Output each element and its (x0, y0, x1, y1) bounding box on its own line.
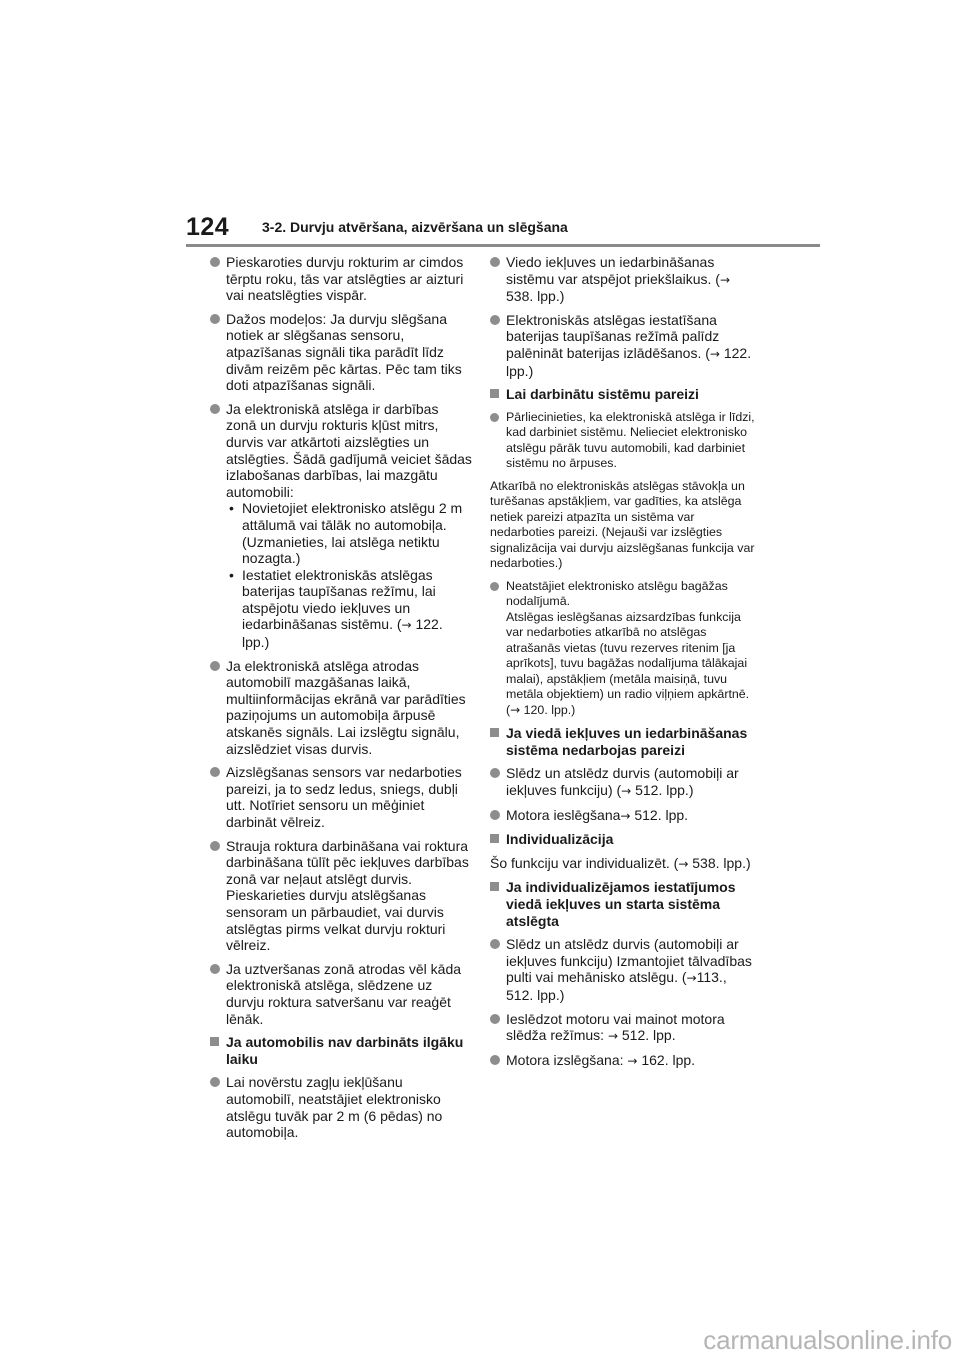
page-ref: 113., 512. lpp.) (506, 969, 727, 1003)
bullet-icon (490, 939, 500, 949)
item-text: Atslēgas ieslēgšanas aizsardzības funkcija var nedarboties atkarībā no atslēgas atrašanās vietas (tuvu rezerves ritenim [ja aprīkots], tuvu bagāžas nodalījuma tālākajai malai), apstākļiem (metāla maisiņā, tuvu metāla objektiem) un radio viļņiem apkārtnē. ( (506, 609, 750, 717)
left-column (210, 254, 472, 1148)
arrow-icon: → (401, 618, 412, 633)
square-bullet-icon (210, 1037, 219, 1046)
arrow-icon: → (719, 272, 731, 287)
bullet-icon (490, 1014, 500, 1024)
bullet-icon (490, 1055, 500, 1065)
arrow-icon: → (627, 1053, 638, 1068)
subsection-heading (490, 725, 756, 758)
page-ref: 512. lpp. (630, 806, 689, 823)
item-text: Neatstājiet elektronisko atslēgu bagāžas nodalījumā. (506, 578, 728, 609)
arrow-icon: → (620, 808, 631, 823)
page-ref: 122. lpp.) (506, 344, 752, 379)
subsection-heading (490, 879, 756, 929)
item-text: Ja elektroniskā atslēga atrodas automobilī mazgāšanas laikā, multiinformācijas ekrānā var parādīties paziņojums un automobiļa ārpusē atskanēs signāls. Lai izslēgtu signālu, aizslēdziet visas durvis. (226, 657, 466, 757)
item-text: Slēdz un atslēdz durvis (automobiļi ar iekļuves funkciju) ( (506, 765, 739, 799)
subsection-heading (210, 1034, 472, 1067)
arrow-icon: → (686, 971, 697, 986)
sub-item (226, 567, 472, 651)
list-item (490, 254, 756, 305)
bullet-icon (490, 768, 500, 778)
page-number: 124 (186, 213, 230, 241)
item-text: Ja uztveršanas zonā atrodas vēl kāda elektroniskā atslēga, slēdzene uz durvju roktura satveršanu var reaģēt lēnāk. (226, 960, 462, 1027)
bullet-icon (490, 582, 499, 591)
paragraph: Atkarībā no elektroniskās atslēgas stāvokļa un turēšanas apstākļiem, var gadīties, ka atslēga netiek pareizi atpazīta un sistēma var nedarboties pareizi. (Nejauši var izslēgties signalizācija vai durvju aizslēgšanas funkcija var nedarboties.) (490, 478, 755, 571)
list-item (490, 1052, 756, 1070)
item-text: Motora ieslēgšana (506, 806, 621, 823)
page-ref: 512. lpp.) (631, 782, 694, 799)
header-divider (186, 244, 820, 247)
section-title: 3-2. Durvju atvēršana, aizvēršana un slēgšana (262, 219, 568, 235)
arrow-icon: → (709, 346, 720, 361)
subsection-heading (490, 386, 756, 403)
list-item (210, 764, 472, 830)
page-ref: 120. lpp.) (520, 702, 576, 717)
list-item (490, 579, 756, 719)
page-ref: 512. lpp. (618, 1027, 676, 1044)
item-text: Aizslēgšanas sensors var nedarboties pareizi, ja to sedz ledus, sniegs, dubļi utt. Notīriet sensoru un mēģiniet darbināt vēlreiz. (226, 764, 462, 830)
list-item (490, 410, 756, 472)
heading-text: Individualizācija (506, 831, 614, 848)
list-item (210, 1074, 472, 1140)
item-text: Lai novērstu zagļu iekļūšanu automobilī, neatstājiet elektronisko atslēgu tuvāk par 2 m (6 pēdas) no automobiļa. (226, 1074, 443, 1141)
bullet-icon (210, 964, 220, 974)
item-text: Pārliecinieties, ka elektroniskā atslēga ir līdzi, kad darbiniet sistēmu. Nelieciet elektronisko atslēgu pārāk tuvu automobili, kad darbiniet sistēmu no ārpuses. (506, 409, 755, 471)
arrow-icon: → (621, 784, 632, 799)
list-item (210, 401, 472, 651)
bullet-icon (210, 257, 220, 267)
item-text: Slēdz un atslēdz durvis (automobiļi ar iekļuves funkciju) Izmantojiet tālvadības pulti vai mehānisko atslēgu. ( (506, 936, 752, 986)
bullet-icon (210, 404, 220, 414)
item-text: Motora izslēgšana: (506, 1051, 628, 1068)
heading-text: Lai darbinātu sistēmu pareizi (506, 386, 699, 403)
bullet-icon (490, 315, 500, 325)
subsection-heading (490, 831, 756, 848)
bullet-icon (490, 257, 500, 267)
item-text: Elektroniskās atslēgas iestatīšana baterijas taupīšanas režīmā palīdz palēnināt baterijas izlādēšanos. ( (506, 311, 720, 361)
square-bullet-icon (490, 834, 499, 843)
bullet-icon (210, 661, 220, 671)
list-item (490, 807, 756, 825)
item-text: Ja elektroniskā atslēga ir darbības zonā un durvju rokturis kļūst mitrs, durvis var atkārtoti aizslēgties un atslēgties. Šādā gadījumā veiciet šādas izlabošanas darbības, lai mazgātu automobili: (226, 400, 472, 500)
list-item (210, 254, 472, 304)
square-bullet-icon (490, 882, 499, 891)
item-text: Viedo iekļuves un iedarbināšanas sistēmu var atspējot priekšlaikus. ( (506, 254, 720, 287)
watermark: carmanualsonline.info (703, 1325, 952, 1355)
list-item (490, 765, 756, 799)
heading-text: Ja automobilis nav darbināts ilgāku laiku (226, 1034, 464, 1067)
page-ref: 538. lpp.) (688, 854, 751, 871)
bullet-icon (210, 767, 220, 777)
square-bullet-icon (490, 728, 499, 737)
page-ref: 162. lpp. (637, 1051, 696, 1068)
list-item (490, 312, 756, 379)
arrow-icon: → (607, 1029, 618, 1044)
bullet-icon (210, 841, 220, 851)
sub-bullet-icon: • (229, 566, 234, 583)
page-ref: 538. lpp.) (506, 288, 565, 305)
item-text: Dažos modeļos: Ja durvju slēgšana notiek ar slēgšanas sensoru, atpazīšanas signāli tika parādīt līdz divām reizēm pēc kārtas. Pēc tam tiks doti atpazīšanas signāli. (226, 310, 462, 394)
right-column (490, 254, 756, 1076)
bullet-icon (210, 314, 220, 324)
sub-item-text: Novietojiet elektronisko atslēgu 2 m attālumā vai tālāk no automobiļa. (Uzmanieties, lai atslēga netiktu nozagta.) (242, 500, 463, 567)
sub-bullet-icon: • (229, 500, 234, 517)
paragraph-text: Šo funkciju var individualizēt. ( (490, 854, 679, 871)
sub-item-text: Iestatiet elektroniskās atslēgas baterijas taupīšanas režīmu, lai atspējotu viedo iekļuves un iedarbināšanas sistēmu. ( (242, 566, 436, 633)
heading-text: Ja individualizējamos iestatījumos viedā iekļuves un starta sistēma atslēgta (506, 879, 736, 929)
list-item (490, 1011, 756, 1045)
list-item (210, 961, 472, 1027)
arrow-icon: → (510, 702, 521, 717)
list-item (210, 658, 472, 758)
item-text: Pieskaroties durvju rokturim ar cimdos tērptu roku, tās var atslēgties ar aizturi vai neatslēgties vispār. (226, 254, 464, 304)
sub-item (226, 500, 472, 566)
list-item (490, 936, 756, 1003)
arrow-icon: → (678, 856, 689, 871)
item-text: Ieslēdzot motoru vai mainot motora slēdža režīmus: (506, 1010, 725, 1044)
page-ref: 122. lpp.) (242, 616, 443, 651)
paragraph (490, 855, 756, 873)
bullet-icon (490, 413, 499, 422)
bullet-icon (490, 810, 500, 820)
list-item (210, 311, 472, 394)
list-item (210, 838, 472, 954)
item-text: Strauja roktura darbināšana vai roktura darbināšana tūlīt pēc iekļuves darbības zonā var neļaut atslēgt durvis. Pieskarieties durvju atslēgšanas sensoram un pārbaudiet, vai durvis atslēgtas pirms velkat durvju rokturi vēlreiz. (226, 837, 469, 954)
heading-text: Ja viedā iekļuves un iedarbināšanas sistēma nedarbojas pareizi (506, 725, 748, 758)
bullet-icon (210, 1077, 220, 1087)
square-bullet-icon (490, 389, 499, 398)
